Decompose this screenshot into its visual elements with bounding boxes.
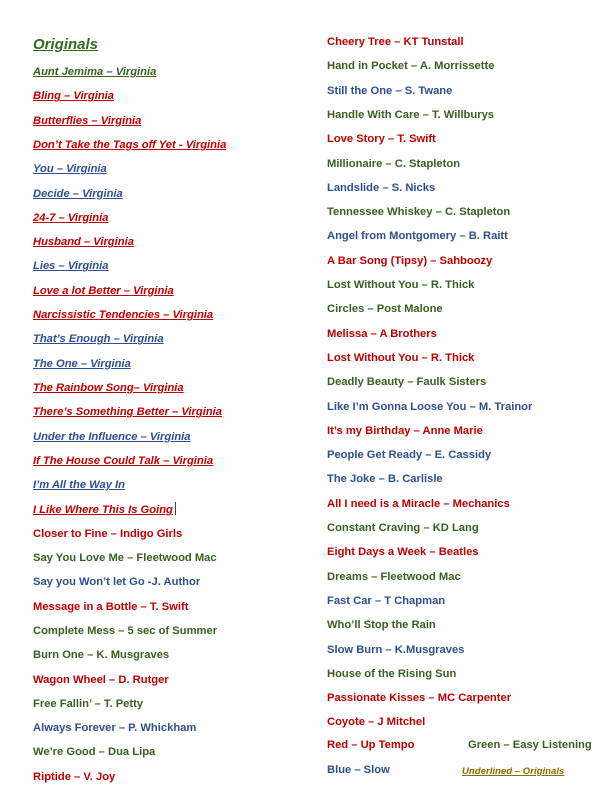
left-song-item (33, 648, 169, 662)
song-title: Bling – Virginia (33, 90, 115, 103)
song-title: Constant Craving – KD Lang (327, 522, 479, 534)
song-title: Coyote – J Mitchel (327, 716, 426, 729)
song-title: There’s Something Better – Virginia (33, 406, 222, 419)
left-song-item (33, 721, 196, 735)
left-song-item (33, 697, 143, 711)
left-song-item (33, 381, 184, 395)
right-song-item (327, 108, 494, 122)
song-title: 24-7 – Virginia (33, 211, 109, 224)
song-title: Say you Won’t let Go -J. Author (33, 576, 201, 589)
song-title: Dreams – Fleetwood Mac (327, 570, 461, 583)
right-song-item (327, 545, 479, 559)
song-title: Passionate Kisses – MC Carpenter (327, 692, 512, 705)
song-title: Wagon Wheel – D. Rutger (33, 673, 169, 686)
song-title: Handle With Care – T. Willburys (327, 108, 495, 121)
right-song-item (327, 521, 479, 535)
song-title: Still the One – S. Twane (327, 84, 453, 97)
song-title: House of the Rising Sun (327, 667, 457, 680)
left-song-item (33, 211, 108, 225)
right-song-item (327, 254, 492, 268)
right-song-item (327, 570, 461, 584)
right-song-item (327, 667, 456, 681)
song-title: Deadly Beauty – Faulk Sisters (327, 376, 487, 389)
song-title: Narcissistic Tendencies – Virginia (33, 309, 214, 321)
song-title: Like I’m Gonna Loose You – M. Trainor (327, 400, 533, 413)
left-song-item (33, 405, 222, 419)
left-song-item (33, 65, 156, 79)
song-title: We’re Good – Dua Lipa (33, 746, 156, 759)
song-title: Say You Love Me – Fleetwood Mac (33, 552, 217, 564)
song-title: All I need is a Miracle – Mechanics (327, 497, 510, 510)
left-song-item (33, 89, 114, 103)
right-song-item (327, 472, 443, 486)
song-title: Decide – Virginia (33, 187, 123, 200)
song-title: Love a lot Better – Virginia (33, 284, 174, 297)
left-song-item (33, 114, 141, 128)
song-title: Always Forever – P. Whickham (33, 722, 197, 735)
song-title: I Like Where This Is Going (33, 504, 173, 517)
right-song-item (327, 229, 508, 243)
right-song-item (327, 715, 425, 729)
song-title: Eight Days a Week – Beatles (327, 546, 479, 559)
song-title: Butterflies – Virginia (33, 114, 142, 127)
song-title: A Bar Song (Tipsy) – Sahboozy (327, 254, 493, 267)
right-song-item (327, 35, 464, 49)
right-song-item (327, 84, 452, 98)
song-title: Complete Mess – 5 sec of Summer (33, 624, 218, 637)
song-title: The Joke – B. Carlisle (327, 473, 443, 486)
legend-green: Green – Easy Listening (468, 739, 592, 751)
song-title: I’m All the Way In (33, 479, 126, 492)
left-song-item (33, 478, 125, 492)
song-title: Slow Burn – K.Musgraves (327, 643, 465, 656)
left-song-item (33, 430, 190, 444)
right-song-item (327, 132, 436, 146)
left-song-item (33, 187, 123, 201)
song-title: That’s Enough – Virginia (33, 333, 164, 346)
song-title: Angel from Montgomery – B. Raitt (327, 230, 508, 243)
song-title: Husband – Virginia (33, 236, 134, 249)
left-song-item (33, 745, 155, 759)
left-song-item (33, 502, 176, 517)
legend-underlined: Underlined – Originals (462, 766, 565, 777)
song-title: Hand in Pocket – A. Morrissette (327, 60, 495, 73)
song-title: Don’t Take the Tags off Yet - Virginia (33, 138, 227, 151)
song-title: Landslide – S. Nicks (327, 181, 436, 194)
right-song-item (327, 424, 483, 438)
song-title: The Rainbow Song– Virginia (33, 381, 184, 394)
left-song-item (33, 235, 134, 249)
left-song-item (33, 575, 200, 589)
right-song-item (327, 327, 437, 341)
left-song-item (33, 454, 213, 468)
left-song-item (33, 162, 107, 176)
right-song-item (327, 375, 486, 389)
right-song-item (327, 448, 491, 462)
song-title: Aunt Jemima – Virginia (33, 66, 157, 78)
song-title: Closer to Fine – Indigo Girls (33, 527, 183, 540)
right-song-item (327, 497, 510, 511)
left-song-item (33, 284, 174, 298)
right-song-item (327, 181, 435, 195)
song-title: You – Virginia (33, 163, 107, 176)
song-title: Millionaire – C. Stapleton (327, 157, 461, 170)
originals-heading: Originals (33, 36, 99, 53)
right-song-item (327, 205, 510, 219)
left-song-item (33, 673, 169, 687)
right-song-item (327, 351, 474, 365)
left-song-item (33, 308, 213, 322)
legend-red: Red – Up Tempo (327, 739, 415, 751)
right-song-item (327, 278, 474, 292)
song-title: Love Story – T. Swift (327, 133, 436, 146)
right-song-item (327, 400, 532, 414)
song-title: Free Fallin’ – T. Petty (33, 697, 144, 710)
song-title: Melissa – A Brothers (327, 327, 437, 340)
right-song-item (327, 302, 443, 316)
left-song-item (33, 770, 115, 784)
left-song-item (33, 527, 182, 541)
text-cursor-icon (175, 502, 176, 515)
song-title: Burn One – K. Musgraves (33, 649, 170, 662)
left-song-item (33, 624, 217, 638)
song-title: Lost Without You – R. Thick (327, 351, 475, 364)
song-title: People Get Ready – E. Cassidy (327, 449, 492, 462)
right-song-item (327, 157, 460, 171)
song-title: Riptide – V. Joy (33, 770, 116, 783)
song-title: Lost Without You – R. Thick (327, 279, 475, 291)
song-title: Tennessee Whiskey – C. Stapleton (327, 206, 511, 219)
right-song-item (327, 691, 511, 705)
song-title: Under the Influence – Virginia (33, 430, 191, 443)
song-title: Who’ll Stop the Rain (327, 619, 436, 632)
song-title: Circles – Post Malone (327, 303, 443, 316)
song-title: It’s my Birthday – Anne Marie (327, 424, 483, 437)
left-song-item (33, 551, 217, 565)
song-title: Message in a Bottle – T. Swift (33, 600, 189, 613)
song-title: Fast Car – T Chapman (327, 594, 446, 607)
left-song-item (33, 259, 108, 273)
left-song-item (33, 357, 131, 371)
song-title: Cheery Tree – KT Tunstall (327, 36, 464, 48)
left-song-item (33, 332, 164, 346)
song-title: Lies – Virginia (33, 260, 109, 273)
right-song-item (327, 618, 436, 632)
legend-blue: Blue – Slow (327, 764, 390, 776)
song-title: The One – Virginia (33, 357, 131, 370)
right-song-item (327, 59, 494, 73)
left-song-item (33, 600, 188, 614)
right-song-item (327, 643, 464, 657)
right-song-item (327, 594, 445, 608)
song-title: If The House Could Talk – Virginia (33, 454, 214, 467)
left-song-item (33, 138, 226, 152)
